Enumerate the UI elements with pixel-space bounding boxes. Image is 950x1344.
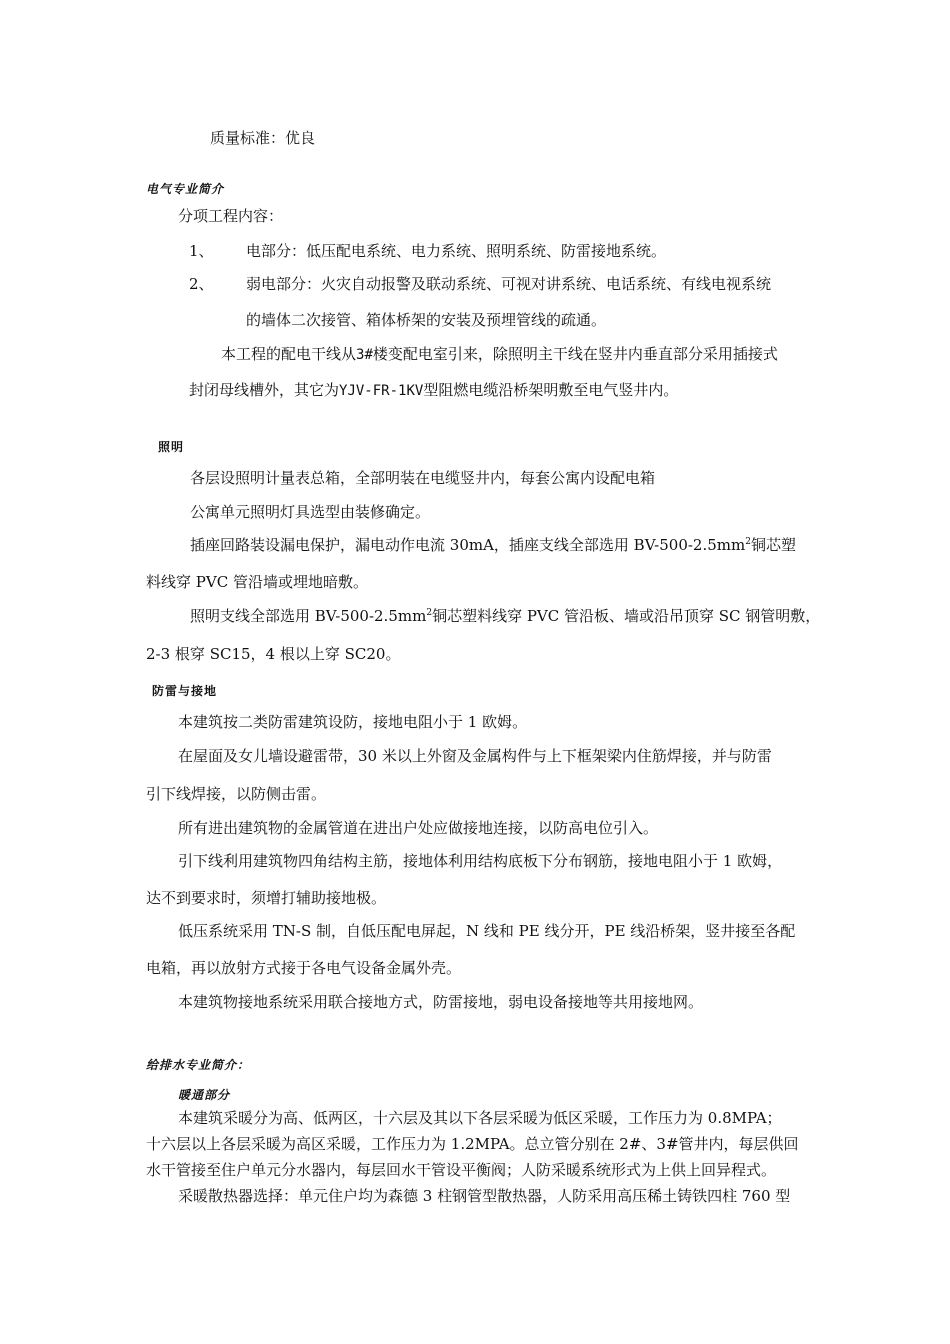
lightning-line7: 低压系统采用 TN-S 制，自低压配电屏起，N 线和 PE 线分开，PE 线沿桥架，竖井接至各配 [178,922,796,940]
lightning-line6: 达不到要求时，须增打辅助接地极。 [146,889,387,907]
lightning-line4: 所有进出建筑物的金属管道在进出户处应做接地连接，以防高电位引入。 [178,819,659,837]
lightning-line2: 在屋面及女儿墙设避雷带，30 米以上外窗及金属构件与上下框架梁内住筋焊接，并与防雷 [178,747,772,765]
lightning-line1: 本建筑按二类防雷建筑设防，接地电阻小于 1 欧姆。 [178,713,528,731]
hvac-line1: 本建筑采暖分为高、低两区，十六层及其以下各层采暖为低区采暖，工作压力为 0.8MPA； [178,1109,782,1127]
electrical-para-line2: 封闭母线槽外，其它为YJV-FR-1KV型阻燃电缆沿桥架明敷至电气竖井内。 [189,381,679,399]
hvac-line3: 水干管接至住户单元分水器内，每层回水干管设平衡阀；人防采暖系统形式为上供上回异程式。 [146,1161,777,1179]
hvac-subheading: 暖通部分 [178,1088,231,1102]
lightning-line5: 引下线利用建筑物四角结构主筋，接地体利用结构底板下分布钢筋，接地电阻小于 1 欧姆， [178,852,783,870]
electrical-sub-label: 分项工程内容： [178,207,284,225]
lighting-line2: 公寓单元照明灯具选型由装修确定。 [190,503,431,521]
electrical-para-line1: 本工程的配电干线从3#楼变配电室引来，除照明主干线在竖井内垂直部分采用插接式 [221,345,778,363]
lightning-line8: 电箱，再以放射方式接于各电气设备金属外壳。 [146,959,462,977]
item2-number: 2、 [189,275,214,293]
item2-text-line1: 弱电部分：火灾自动报警及联动系统、可视对讲系统、电话系统、有线电视系统 [246,275,772,293]
lighting-line5: 照明支线全部选用 $BV-500-2.5mm^2$铜芯塑料线穿 PVC 管沿板、墙或沿吊顶穿 SC 钢管明敷， [190,607,821,625]
item2-text-line2: 的墙体二次接管、箱体桥架的安装及预埋管线的疏通。 [246,311,607,329]
lightning-line9: 本建筑物接地系统采用联合接地方式，防雷接地，弱电设备接地等共用接地网。 [178,993,704,1011]
lightning-line3: 引下线焊接，以防侧击雷。 [146,785,327,803]
item1-text: 电部分：低压配电系统、电力系统、照明系统、防雷接地系统。 [246,242,667,260]
lighting-line1: 各层设照明计量表总箱，全部明装在电缆竖井内，每套公寓内设配电箱 [190,469,656,487]
lighting-line6: 2-3 根穿 SC15，4 根以上穿 SC20。 [146,645,401,663]
hvac-line4: 采暖散热器选择：单元住户均为森德 3 柱钢管型散热器，人防采用高压稀土铸铁四柱 760 型 [178,1187,791,1205]
electrical-heading: 电气专业简介 [146,182,225,196]
lightning-heading: 防雷与接地 [152,684,218,698]
plumbing-heading: 给排水专业简介： [146,1058,251,1072]
hvac-line2: 十六层以上各层采暖为高区采暖，工作压力为 1.2MPA。总立管分别在 2#、3#管井内，每层供回 [146,1135,799,1153]
lighting-line3: 插座回路装设漏电保护，漏电动作电流 30mA，插座支线全部选用 $BV-500-2.5mm^2$铜芯塑 [190,536,796,554]
lighting-line4: 料线穿 PVC 管沿墙或埋地暗敷。 [146,573,368,591]
lighting-heading: 照明 [158,440,185,454]
item1-number: 1、 [189,242,214,260]
quality-standard: 质量标准：优良 [210,129,316,147]
